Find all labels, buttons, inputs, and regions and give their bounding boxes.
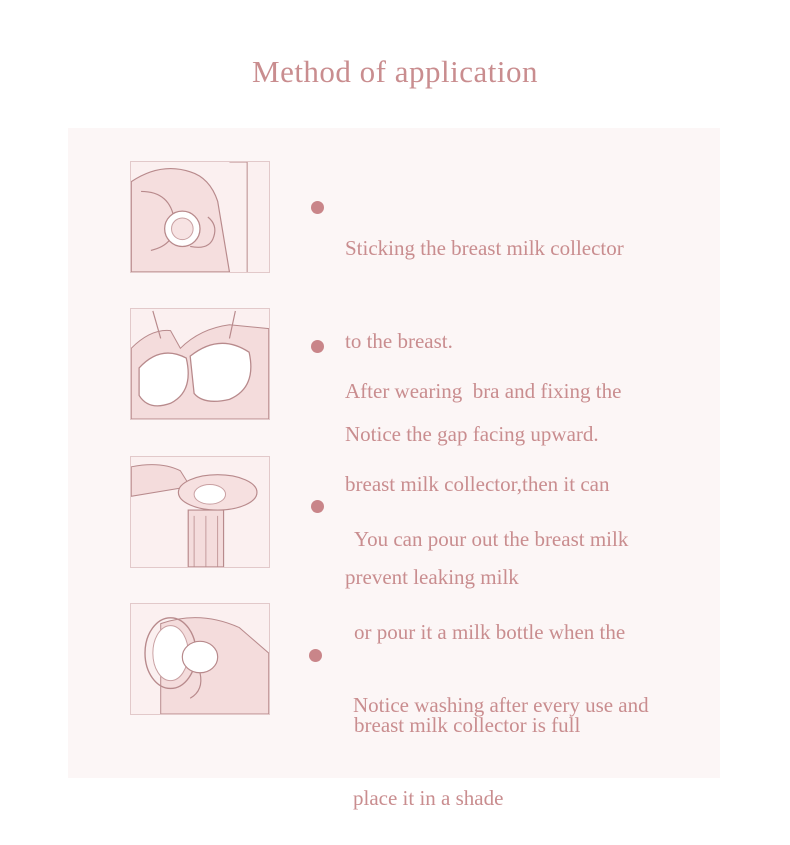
step-3-line-1: You can pour out the breast milk [354, 527, 629, 551]
step-bullet [311, 201, 324, 214]
step-2-line-3: prevent leaking milk [345, 565, 519, 589]
step-4-text [353, 628, 649, 845]
step-1-line-3: Notice the gap facing upward. [345, 422, 599, 446]
step-1-line-2: to the breast. [345, 329, 453, 353]
washing-collector-illustration [130, 603, 270, 715]
step-bullet [311, 500, 324, 513]
page-title: Method of application [252, 54, 538, 89]
step-4-line-1: Notice washing after every use and [353, 693, 649, 717]
step-bullet [309, 649, 322, 662]
step-3-line-2: or pour it a milk bottle when the [354, 620, 626, 644]
step-1-line-1: Sticking the breast milk collector [345, 236, 624, 260]
step-4-line-2: place it in a shade [353, 786, 504, 810]
pour-into-bottle-illustration [130, 456, 270, 568]
step-2-line-1: After wearing bra and fixing the [345, 379, 622, 403]
step-2-line-2: breast milk collector,then it can [345, 472, 610, 496]
step-3-line-3: breast milk collector is full [354, 713, 581, 737]
bra-wearing-illustration [130, 308, 270, 420]
breast-collector-placement-illustration [130, 161, 270, 273]
step-bullet [311, 340, 324, 353]
